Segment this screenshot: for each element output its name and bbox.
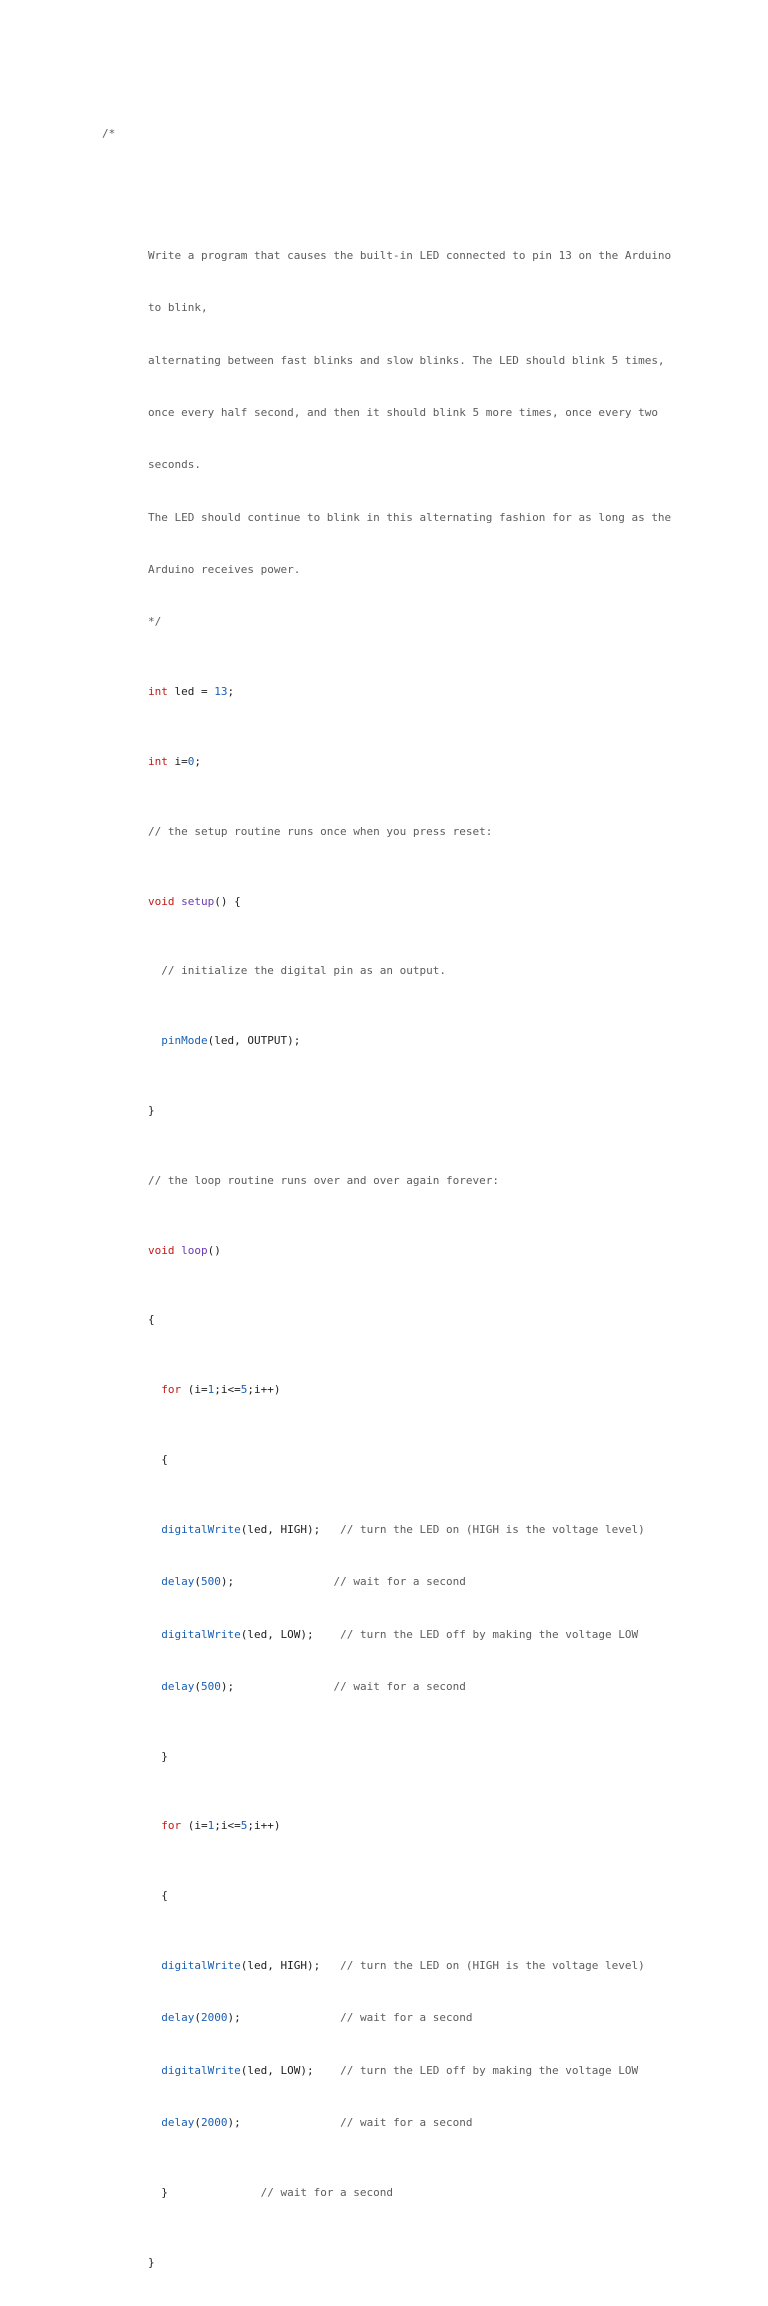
final-brace: }: [148, 2255, 155, 2269]
code-text: (led, HIGH);: [240, 1522, 321, 1536]
number: 500: [201, 1575, 221, 1589]
blank-line: [0, 177, 768, 194]
comment-line: alternating between fast blinks and slow blinks. The LED should blink 5 times,: [148, 353, 665, 367]
comment-line: seconds.: [148, 458, 201, 472]
code-text: i=: [167, 755, 188, 769]
number: 1: [207, 1819, 215, 1833]
comment-line: Arduino receives power.: [148, 563, 301, 577]
code-text: led =: [167, 685, 215, 699]
comment-loop: // the loop routine runs over and over again forever:: [148, 1173, 499, 1187]
comment-open: /*: [102, 126, 116, 140]
code-text: (: [194, 1679, 201, 1693]
digitalwrite-low: [0, 1626, 768, 1643]
code-text: );: [227, 2011, 241, 2025]
number: 500: [201, 1679, 221, 1693]
code-text: (: [194, 2116, 201, 2130]
inline-comment: // turn the LED off by making the voltage LOW: [313, 2063, 639, 2077]
code-text: (led, HIGH);: [240, 1959, 321, 1973]
code-text: ;i++): [247, 1383, 281, 1397]
comment-setup-body: // initialize the digital pin as an output.: [148, 964, 447, 978]
code-text: (: [194, 1575, 201, 1589]
led-declaration: [0, 683, 768, 700]
close-brace-with-comment: [0, 2184, 768, 2201]
digitalwrite-high: [0, 1521, 768, 1538]
comment-line: Write a program that causes the built-in LED connected to pin 13 on the Arduino: [148, 249, 672, 263]
code-text: (led, OUTPUT);: [207, 1034, 301, 1048]
keyword: void: [148, 894, 175, 908]
indent: [148, 1819, 161, 1832]
indent: [148, 1034, 161, 1047]
delay-call: [0, 2009, 768, 2026]
delay-call: [0, 2114, 768, 2131]
close-brace: }: [148, 2185, 168, 2199]
function-name: setup: [181, 894, 215, 908]
function-call: delay: [161, 2011, 195, 2025]
number: 2000: [201, 2116, 228, 2130]
keyword: int: [148, 755, 168, 769]
code-text: (led, LOW);: [240, 2063, 314, 2077]
number: 1: [207, 1383, 215, 1397]
inline-comment: // wait for a second: [167, 2185, 394, 2199]
open-brace: {: [148, 1313, 155, 1327]
delay-call: [0, 1678, 768, 1695]
code-text: ;i<=: [214, 1819, 241, 1833]
inline-comment: // turn the LED on (HIGH is the voltage level): [320, 1959, 645, 1973]
number: 5: [240, 1819, 248, 1833]
delay-call: [0, 1573, 768, 1590]
function-name: loop: [181, 1243, 208, 1257]
function-call: delay: [161, 1575, 195, 1589]
keyword: void: [148, 1243, 175, 1257]
keyword: for: [161, 1383, 182, 1397]
function-call: digitalWrite: [161, 2063, 241, 2077]
inline-comment: // wait for a second: [240, 2011, 473, 2025]
comment-line: to blink,: [148, 301, 208, 315]
function-call: digitalWrite: [161, 1522, 241, 1536]
code-text: );: [227, 2116, 241, 2130]
inline-comment: // wait for a second: [240, 2116, 473, 2130]
code-text: );: [220, 1575, 235, 1589]
function-call: delay: [161, 2116, 195, 2130]
digitalwrite-low: [0, 2062, 768, 2079]
code-text: (led, LOW);: [240, 1627, 314, 1641]
code-text: ;: [194, 755, 201, 769]
comment-line: The LED should continue to blink in this alternating fashion for as long as the: [148, 510, 672, 524]
function-call: digitalWrite: [161, 1959, 241, 1973]
open-brace: {: [148, 1453, 168, 1467]
function-call: digitalWrite: [161, 1627, 241, 1641]
number: 2000: [201, 2011, 228, 2025]
code-text: (i=: [181, 1819, 208, 1833]
indent: [148, 1383, 161, 1396]
keyword: for: [161, 1819, 182, 1833]
function-call: delay: [161, 1679, 195, 1693]
close-brace: }: [148, 1104, 155, 1118]
code-text: ;i<=: [214, 1383, 241, 1397]
code-text: ;: [227, 685, 235, 699]
number: 5: [240, 1383, 248, 1397]
code-text: );: [220, 1679, 235, 1693]
code-listing: [0, 90, 768, 2306]
inline-comment: // turn the LED on (HIGH is the voltage level): [320, 1522, 645, 1536]
keyword: int: [148, 685, 168, 699]
open-brace: {: [148, 1889, 168, 1903]
comment-line: once every half second, and then it should blink 5 more times, once every two: [148, 406, 658, 420]
loop-signature: [0, 1242, 768, 1259]
for-loop-fast: [0, 1381, 768, 1398]
code-text: (): [207, 1243, 221, 1257]
number: 0: [187, 755, 195, 769]
inline-comment: // wait for a second: [234, 1575, 466, 1589]
inline-comment: // wait for a second: [234, 1679, 466, 1693]
inline-comment: // turn the LED off by making the voltage LOW: [313, 1627, 639, 1641]
code-text: (i=: [181, 1383, 208, 1397]
code-text: () {: [214, 894, 241, 908]
code-text: ;i++): [247, 1819, 281, 1833]
setup-signature: [0, 893, 768, 910]
function-call: pinMode: [161, 1034, 208, 1048]
comment-close: */: [148, 615, 162, 629]
number: 13: [214, 685, 228, 699]
code-text: (: [194, 2011, 201, 2025]
for-loop-slow: [0, 1817, 768, 1834]
pinmode-call: [0, 1032, 768, 1049]
i-declaration: [0, 753, 768, 770]
comment-setup: // the setup routine runs once when you press reset:: [148, 824, 493, 838]
digitalwrite-high: [0, 1957, 768, 1974]
close-brace: }: [148, 1749, 168, 1763]
